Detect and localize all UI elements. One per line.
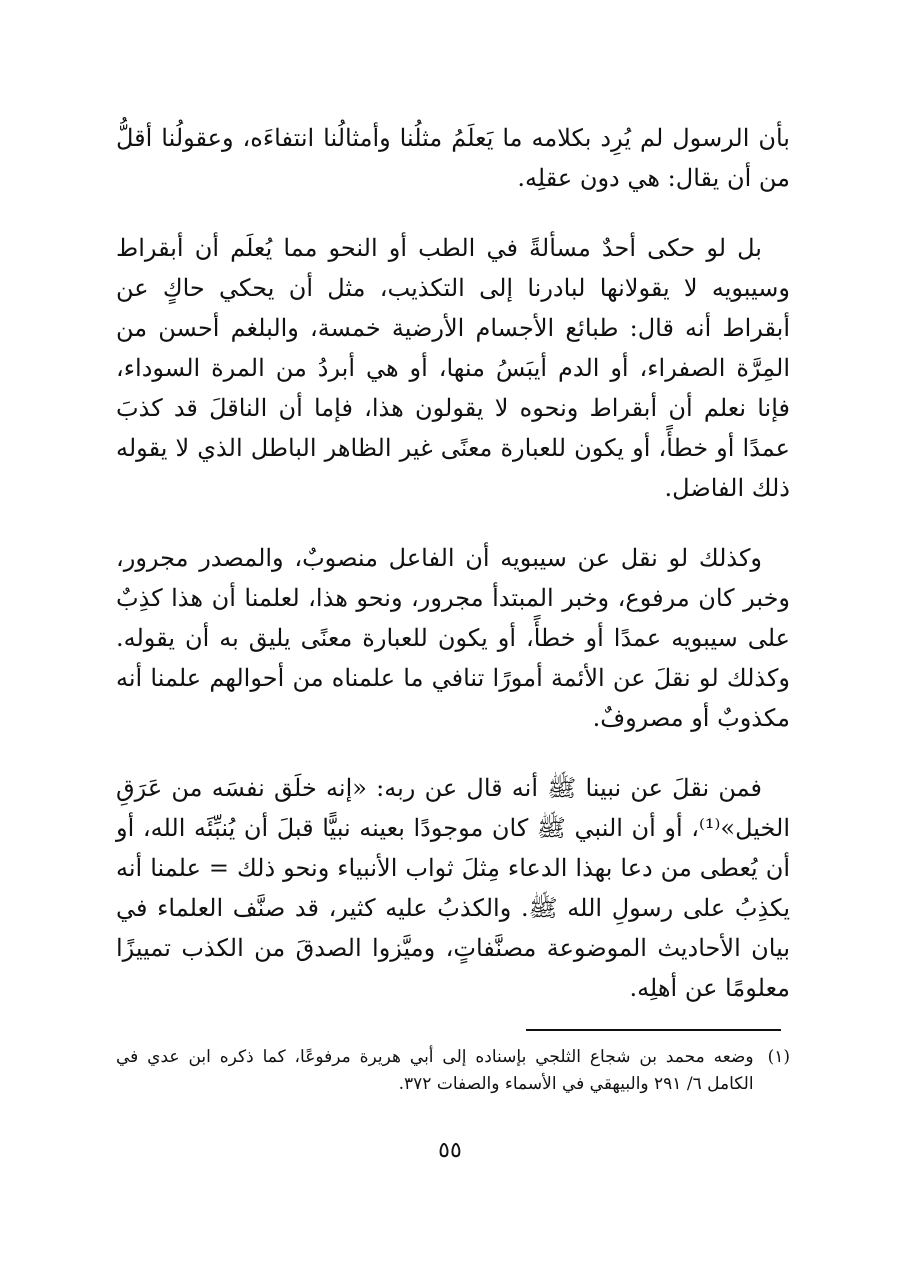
page-body [116,118,790,1038]
footnote-marker: (١) [767,1047,790,1067]
footnote-text: وضعه محمد بن شجاع الثلجي بإسناده إلى أبي هريرة مرفوعًا، كما ذكره ابن عدي في الكامل ٦/ ٢٩١ والبيهقي في الأسماء والصفات ٣٧٢. [116,1047,754,1094]
paragraph-2: بل لو حكى أحدٌ مسألةً في الطب أو النحو مما يُعلَم أن أبقراط وسيبويه لا يقولانها لبادرنا إلى التكذيب، مثل أن يحكي حاكٍ عن أبقراط أنه قال: طبائع الأجسام الأرضية خمسة، والبلغم أحسن من المِرَّة الصفراء، أو الدم أيبَسُ منها، أو هي أبردُ من المرة السوداء، فإنا نعلم أن أبقراط ونحوه لا يقولون هذا، فإما أن الناقلَ قد كذبَ عمدًا أو خطأً، أو يكون للعبارة معنًى غير الظاهر الباطل الذي لا يقوله ذلك الفاضل. [116,234,790,502]
page-number: ٥٥ [438,1138,462,1163]
paragraph-1: بأن الرسول لم يُرِد بكلامه ما يَعلَمُ مثلُنا وأمثالُنا انتفاءَه، وعقولُنا أقلُّ من أن يقال: هي دون عقلِه. [116,124,790,192]
footnote-divider [526,1029,781,1031]
paragraph-3: وكذلك لو نقل عن سيبويه أن الفاعل منصوبٌ، والمصدر مجرور، وخبر كان مرفوع، وخبر المبتدأ مجرور، ونحو هذا، لعلمنا أن هذا كذِبٌ على سيبويه عمدًا أو خطأً، أو يكون للعبارة معنًى يليق به أن يقوله. وكذلك لو نقلَ عن الأئمة أمورًا تنافي ما علمناه من أحوالهم علمنا أنه مكذوبٌ أو مصروفٌ. [116,544,790,732]
footnote [116,1044,790,1098]
paragraph-4: فمن نقلَ عن نبينا ﷺ أنه قال عن ربه: «إنه خلَق نفسَه من عَرَقِ الخيل»⁽¹⁾، أو أن النبي ﷺ كان موجودًا بعينه نبيًّا قبلَ أن يُنبِّئَه الله، أو أن يُعطى من دعا بهذا الدعاء مِثلَ ثواب الأنبياء ونحو ذلك = علمنا أنه يكذِبُ على رسولِ الله ﷺ. والكذبُ عليه كثير، قد صنَّف العلماء في بيان الأحاديث الموضوعة مصنَّفاتٍ، وميَّزوا الصدقَ من الكذب تمييزًا معلومًا عن أهلِه. [116,774,790,1002]
